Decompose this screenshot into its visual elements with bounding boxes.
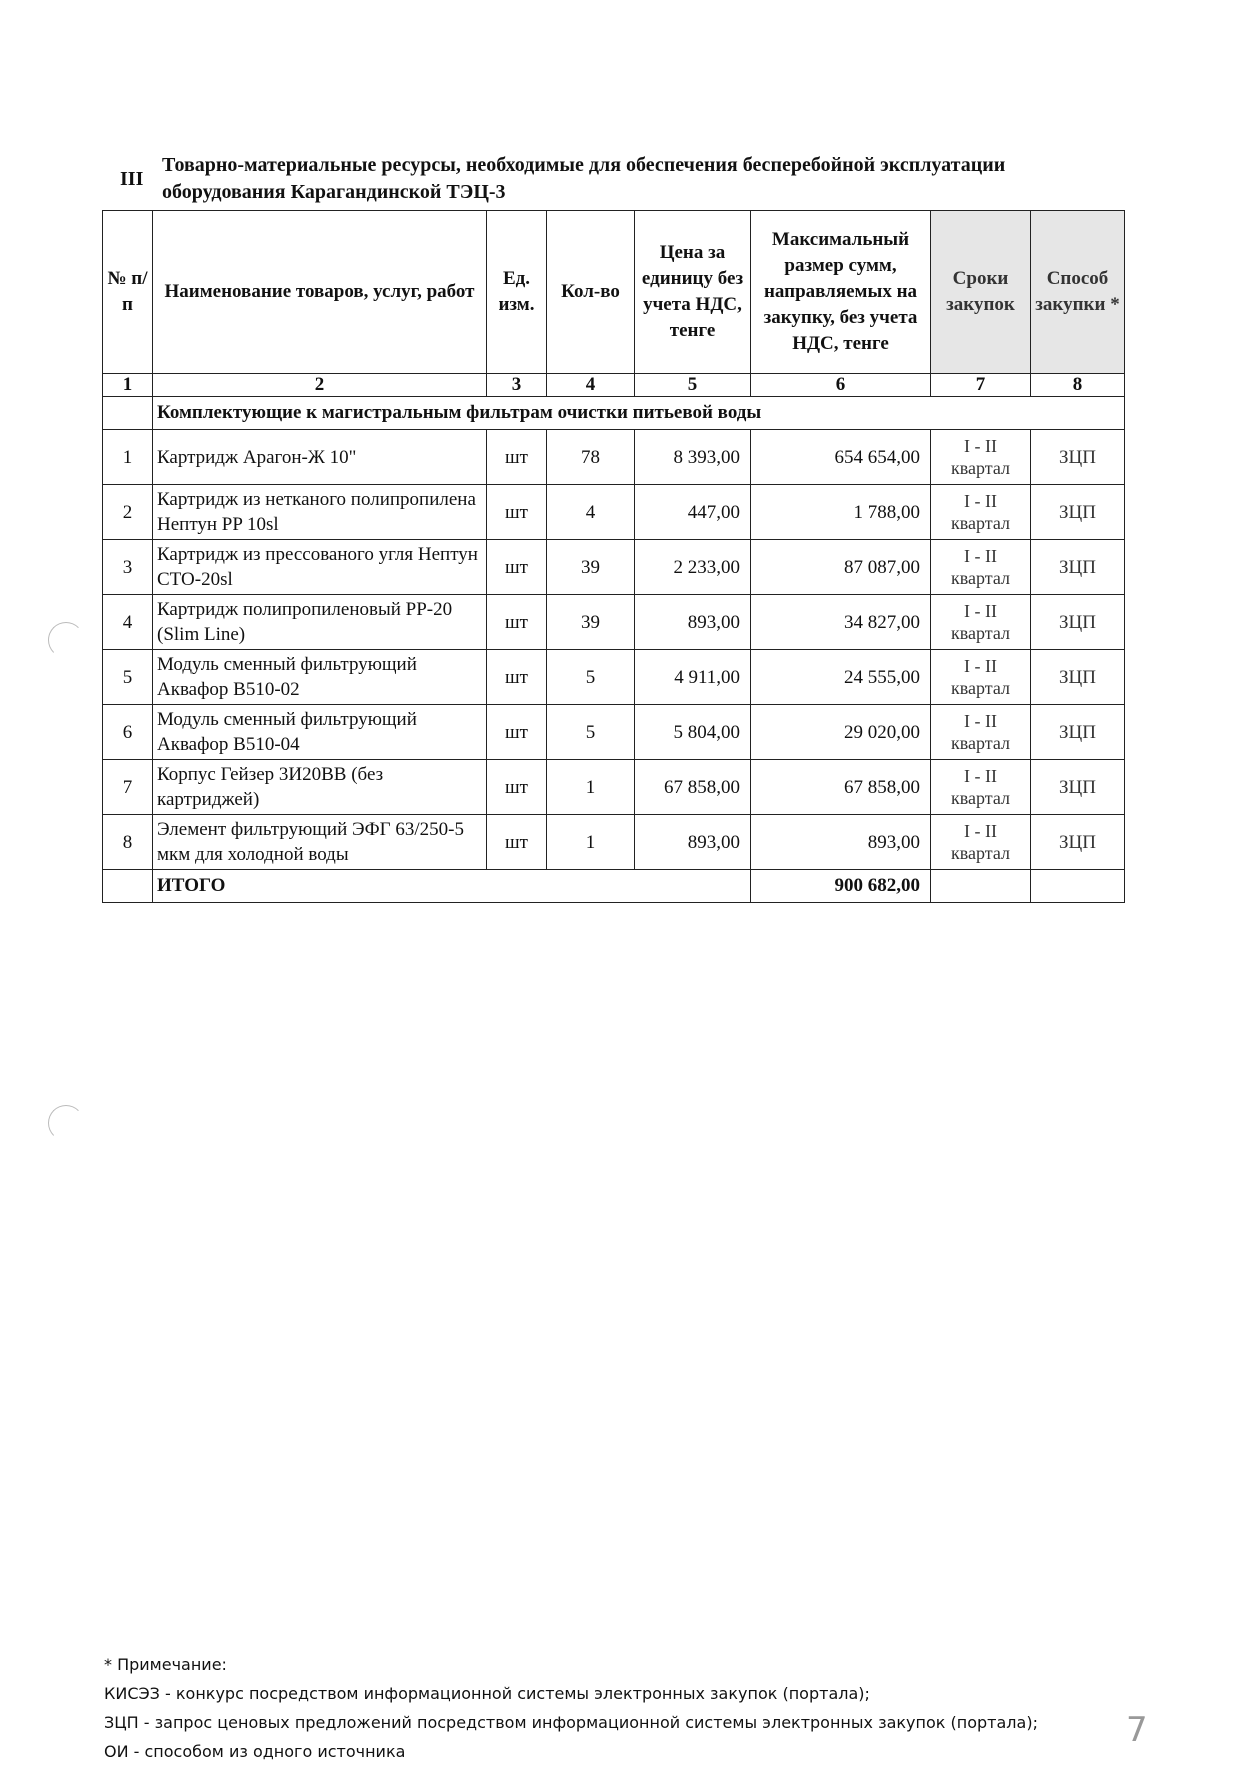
column-number: 6 <box>751 374 931 397</box>
punch-hole <box>48 1105 84 1141</box>
unit-price: 4 911,00 <box>635 650 751 705</box>
total-sum: 900 682,00 <box>751 870 931 903</box>
empty-cell <box>931 870 1031 903</box>
item-unit: шт <box>487 430 547 485</box>
table-row <box>103 760 1125 815</box>
table-row <box>103 540 1125 595</box>
item-unit: шт <box>487 760 547 815</box>
punch-hole <box>48 622 84 658</box>
item-name: Картридж из прессованого угля Нептун СТО-20sl <box>153 540 487 595</box>
item-name: Картридж Арагон-Ж 10" <box>153 430 487 485</box>
item-name: Корпус Гейзер 3И20ВВ (без картриджей) <box>153 760 487 815</box>
column-number: 4 <box>547 374 635 397</box>
item-quantity: 78 <box>547 430 635 485</box>
unit-price: 8 393,00 <box>635 430 751 485</box>
unit-price: 5 804,00 <box>635 705 751 760</box>
item-name: Модуль сменный фильтрующий Аквафор В510-02 <box>153 650 487 705</box>
empty-cell <box>103 870 153 903</box>
unit-price: 2 233,00 <box>635 540 751 595</box>
row-number: 1 <box>103 430 153 485</box>
procurement-term: I - II квартал <box>931 760 1031 815</box>
header-qty: Кол-во <box>547 211 635 374</box>
header-sum: Максимальный размер сумм, направляемых на закупку, без учета НДС, тенге <box>751 211 931 374</box>
unit-price: 893,00 <box>635 595 751 650</box>
procurement-method: ЗЦП <box>1031 815 1125 870</box>
header-term: Сроки закупок <box>931 211 1031 374</box>
column-number: 5 <box>635 374 751 397</box>
max-sum: 654 654,00 <box>751 430 931 485</box>
group-title: Комплектующие к магистральным фильтрам очистки питьевой воды <box>153 397 1125 430</box>
procurement-method: ЗЦП <box>1031 430 1125 485</box>
row-number: 3 <box>103 540 153 595</box>
max-sum: 893,00 <box>751 815 931 870</box>
page-number: 7 <box>1126 1710 1148 1750</box>
procurement-term: I - II квартал <box>931 540 1031 595</box>
procurement-term: I - II квартал <box>931 815 1031 870</box>
table-row <box>103 595 1125 650</box>
item-unit: шт <box>487 485 547 540</box>
procurement-term: I - II квартал <box>931 430 1031 485</box>
item-unit: шт <box>487 540 547 595</box>
item-quantity: 1 <box>547 760 635 815</box>
item-quantity: 39 <box>547 595 635 650</box>
note-line: ЗЦП - запрос ценовых предложений посредством информационной системы электронных закупок (портала); <box>104 1713 1038 1732</box>
header-method: Способ закупки * <box>1031 211 1125 374</box>
procurement-method: ЗЦП <box>1031 705 1125 760</box>
row-number: 2 <box>103 485 153 540</box>
item-name: Картридж из нетканого полипропилена Нептун PP 10sl <box>153 485 487 540</box>
item-name: Модуль сменный фильтрующий Аквафор В510-04 <box>153 705 487 760</box>
column-number: 8 <box>1031 374 1125 397</box>
column-numbers-row <box>103 374 1125 397</box>
notes-block <box>104 1650 1038 1766</box>
procurement-term: I - II квартал <box>931 595 1031 650</box>
column-number: 3 <box>487 374 547 397</box>
item-quantity: 5 <box>547 650 635 705</box>
table-row <box>103 430 1125 485</box>
procurement-method: ЗЦП <box>1031 485 1125 540</box>
procurement-table <box>102 210 1125 903</box>
procurement-term: I - II квартал <box>931 705 1031 760</box>
max-sum: 34 827,00 <box>751 595 931 650</box>
note-line: КИСЭЗ - конкурс посредством информационной системы электронных закупок (портала); <box>104 1684 870 1703</box>
row-number: 5 <box>103 650 153 705</box>
total-label: ИТОГО <box>153 870 751 903</box>
header-price: Цена за единицу без учета НДС, тенге <box>635 211 751 374</box>
column-number: 2 <box>153 374 487 397</box>
total-row <box>103 870 1125 903</box>
item-name: Элемент фильтрующий ЭФГ 63/250-5 мкм для холодной воды <box>153 815 487 870</box>
header-name: Наименование товаров, услуг, работ <box>153 211 487 374</box>
table-row <box>103 815 1125 870</box>
procurement-term: I - II квартал <box>931 485 1031 540</box>
table-row <box>103 705 1125 760</box>
max-sum: 1 788,00 <box>751 485 931 540</box>
item-quantity: 39 <box>547 540 635 595</box>
item-unit: шт <box>487 815 547 870</box>
item-unit: шт <box>487 650 547 705</box>
max-sum: 29 020,00 <box>751 705 931 760</box>
column-number: 7 <box>931 374 1031 397</box>
item-quantity: 1 <box>547 815 635 870</box>
header-row <box>103 211 1125 374</box>
max-sum: 67 858,00 <box>751 760 931 815</box>
header-unit: Ед. изм. <box>487 211 547 374</box>
item-unit: шт <box>487 705 547 760</box>
column-number: 1 <box>103 374 153 397</box>
header-num: № п/п <box>103 211 153 374</box>
row-number: 8 <box>103 815 153 870</box>
unit-price: 447,00 <box>635 485 751 540</box>
note-line: ОИ - способом из одного источника <box>104 1742 406 1761</box>
row-number: 7 <box>103 760 153 815</box>
item-unit: шт <box>487 595 547 650</box>
row-number: 4 <box>103 595 153 650</box>
notes-title: * Примечание: <box>104 1655 227 1674</box>
section-number: III <box>120 168 144 190</box>
max-sum: 24 555,00 <box>751 650 931 705</box>
item-quantity: 4 <box>547 485 635 540</box>
procurement-method: ЗЦП <box>1031 650 1125 705</box>
item-quantity: 5 <box>547 705 635 760</box>
procurement-method: ЗЦП <box>1031 540 1125 595</box>
unit-price: 893,00 <box>635 815 751 870</box>
max-sum: 87 087,00 <box>751 540 931 595</box>
item-name: Картридж полипропиленовый PP-20 (Slim Line) <box>153 595 487 650</box>
table-row <box>103 485 1125 540</box>
row-number: 6 <box>103 705 153 760</box>
unit-price: 67 858,00 <box>635 760 751 815</box>
procurement-method: ЗЦП <box>1031 595 1125 650</box>
procurement-method: ЗЦП <box>1031 760 1125 815</box>
empty-cell <box>1031 870 1125 903</box>
section-title: Товарно-материальные ресурсы, необходимые для обеспечения бесперебойной эксплуатации оборудования Карагандинской ТЭЦ-3 <box>162 154 1006 203</box>
table-row <box>103 650 1125 705</box>
procurement-term: I - II квартал <box>931 650 1031 705</box>
group-row <box>103 397 1125 430</box>
